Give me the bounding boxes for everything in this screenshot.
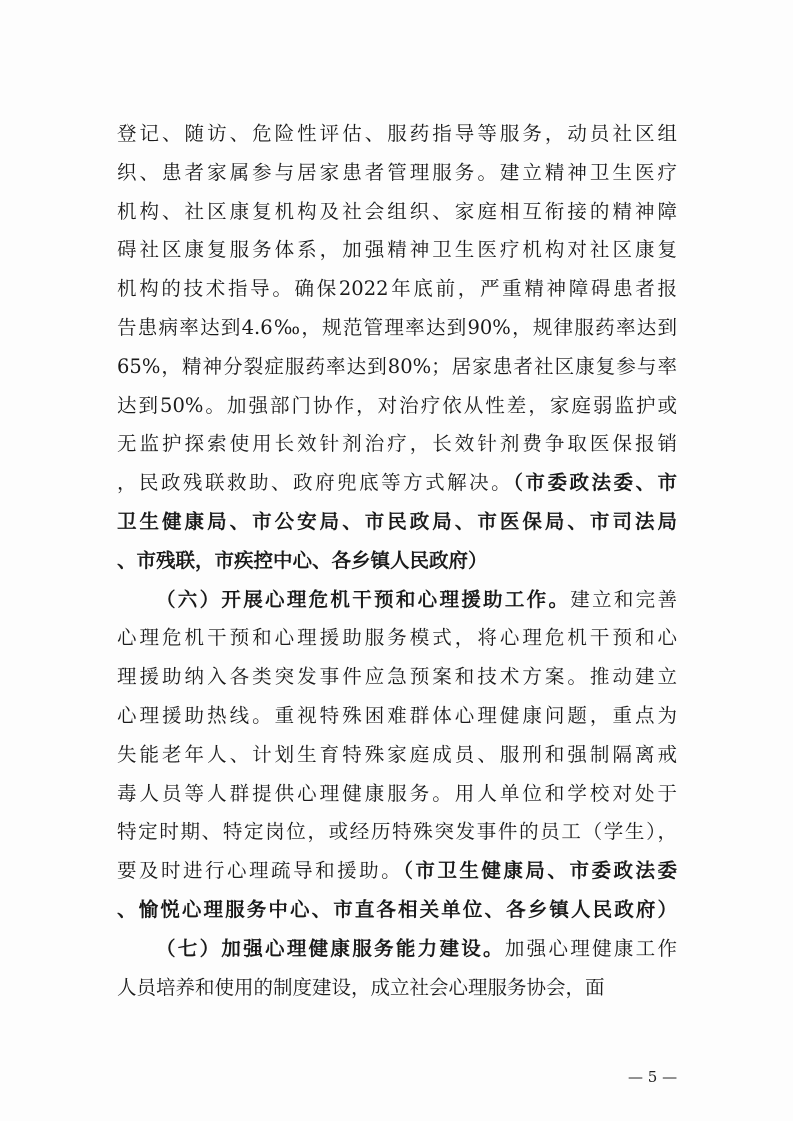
text-segment: 登记、随访、危险性评估、服药指导等服务，动员社区组 [117, 122, 677, 145]
text-segment: 碍社区康复服务体系，加强精神卫生医疗机构对社区康复 [117, 238, 677, 262]
bold-text-segment: 、愉悦心理服务中心、市直各相关单位、各乡镇人民政府） [117, 897, 677, 921]
text-line [117, 503, 677, 542]
text-line [117, 542, 677, 581]
text-segment: 告患病率达到4.6‰，规范管理率达到90%，规律服药率达到 [117, 315, 677, 339]
text-line [117, 697, 677, 736]
text-line [117, 154, 677, 193]
bold-text-segment: （市卫生健康局、市委政法委 [403, 859, 677, 883]
text-line [117, 270, 677, 309]
text-segment: 织、患者家属参与居家患者管理服务。建立精神卫生医疗 [117, 160, 677, 184]
text-line [117, 813, 677, 852]
text-segment: 失能老年人、计划生育特殊家庭成员、服刑和强制隔离戒 [117, 742, 677, 766]
text-segment: 要及时进行心理疏导和援助。 [117, 859, 404, 883]
text-segment: 理援助纳入各类突发事件应急预案和技术方案。推动建立 [117, 665, 677, 689]
text-line [117, 852, 677, 891]
text-segment: 达到50%。加强部门协作，对治疗依从性差，家庭弱监护或 [117, 393, 677, 417]
text-segment: 人员培养和使用的制度建设，成立社会心理服务协会，面 [117, 975, 605, 999]
text-segment: 无监护探索使用长效针剂治疗，长效针剂费争取医保报销 [117, 432, 677, 456]
bold-text-segment: 卫生健康局、市公安局、市民政局、市医保局、市司法局 [117, 509, 677, 533]
text-segment: 65%，精神分裂症服药率达到80%；居家患者社区康复参与率 [117, 354, 677, 378]
text-segment: 机构的技术指导。确保2022年底前，严重精神障碍患者报 [117, 277, 677, 301]
text-line [117, 581, 677, 620]
page-number: — 5 — [628, 1068, 678, 1086]
text-segment: 心理危机干预和心理援助服务模式，将心理危机干预和心 [117, 626, 677, 650]
text-line [117, 891, 677, 930]
text-line [117, 464, 677, 503]
text-line [117, 969, 677, 1008]
text-segment: ，民政残联救助、政府兜底等方式解决。 [117, 471, 514, 495]
text-line [117, 115, 677, 154]
bold-text-segment: 、市残联，市疾控中心、各乡镇人民政府） [117, 548, 488, 572]
text-line [117, 736, 677, 775]
text-line [117, 193, 677, 232]
text-line [117, 231, 677, 270]
bold-text-segment: （市委政法委、市 [513, 471, 677, 495]
bold-text-segment: （六）开展心理危机干预和心理援助工作。 [156, 587, 571, 611]
text-line [117, 775, 677, 814]
text-line [117, 658, 677, 697]
text-segment: 特定时期、特定岗位，或经历特殊突发事件的员工（学生）， [117, 820, 677, 844]
text-segment: 机构、社区康复机构及社会组织、家庭相互衔接的精神障 [117, 199, 677, 223]
text-line [117, 619, 677, 658]
text-line [117, 309, 677, 348]
text-segment: 加强心理健康工作 [504, 936, 677, 960]
bold-text-segment: （七）加强心理健康服务能力建设。 [156, 936, 505, 960]
text-line [117, 348, 677, 387]
text-segment: 毒人员等人群提供心理健康服务。用人单位和学校对处于 [117, 781, 677, 805]
text-line [117, 387, 677, 426]
text-segment: 心理援助热线。重视特殊困难群体心理健康问题，重点为 [117, 703, 677, 727]
text-segment: 建立和完善 [570, 587, 677, 611]
body-text [117, 115, 677, 1007]
text-line [117, 930, 677, 969]
text-line [117, 425, 677, 464]
